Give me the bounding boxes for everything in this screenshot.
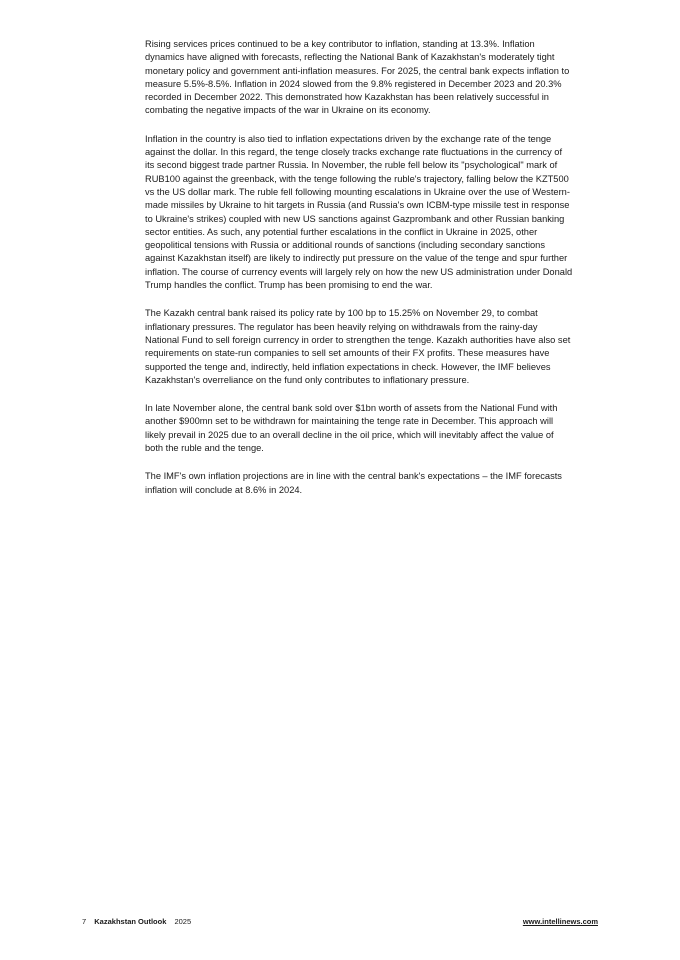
publication-title: Kazakhstan Outlook — [94, 917, 167, 926]
page-footer — [82, 917, 598, 927]
paragraph-policy-rate: The Kazakh central bank raised its policy rate by 100 bp to 15.25% on November 29, to combat inflationary pressures. The regulator has been heavily relying on withdrawals from the rainy-day National Fund to sell foreign currency in order to strengthen the tenge. Kazakh authorities have also set requirements on state-run companies to sell set amounts of their FX profits. These measures have supported the tenge and, indirectly, held inflation expectations in check. However, the IMF believes Kazakhstan's overreliance on the fund only contributes to inflationary pressure. — [145, 308, 571, 385]
paragraph-imf-projections: The IMF's own inflation projections are in line with the central bank's expectations – the IMF forecasts inflation will conclude at 8.6% in 2024. — [145, 471, 562, 495]
footer-left — [82, 917, 197, 927]
paragraph-exchange-rate: Inflation in the country is also tied to inflation expectations driven by the exchange rate of the tenge against the dollar. In this regard, the tenge closely tracks exchange rate fluctuations in the currency of its second biggest trade partner Russia. In November, the ruble fell below its "psychological" mark of RUB100 against the greenback, with the tenge following the ruble's trajectory, falling below the KZT500 vs the US dollar mark. The ruble fell following mounting escalations in Ukraine over the use of Western-made missiles by Ukraine to hit targets in Russia (and Russia's own ICBM-type missile test in response to Ukraine's strikes) coupled with new US sanctions against Gazprombank and other Russian banking sector entities. As such, any potential further escalations in the conflict in Ukraine in 2025, other geopolitical tensions with Russia or additional rounds of sanctions (including secondary sanctions against Kazakhstan itself) are likely to indirectly put pressure on the value of the tenge and spur further inflation. The course of currency events will largely rely on how the new US administration under Donald Trump handles the conflict. Trump has been promising to end the war. — [145, 133, 573, 291]
publication-year: 2025 — [174, 917, 192, 926]
page-number: 7 — [82, 917, 87, 926]
website-link[interactable]: www.intellinews.com — [522, 917, 598, 926]
paragraph-services-inflation: Rising services prices continued to be a key contributor to inflation, standing at 13.3%. Inflation dynamics have aligned with forecasts, reflecting the National Bank of Kazakhstan's moderately tight monetary policy and government anti-inflation measures. For 2025, the central bank expects inflation to measure 5.5%-8.5%. Inflation in 2024 slowed from the 9.8% registered in December 2023 and 20.3% recorded in December 2022. This demonstrated how Kazakhstan has been relatively successful in combating the negative impacts of the war in Ukraine on its economy. — [145, 39, 570, 116]
article-body — [145, 38, 573, 512]
paragraph-national-fund: In late November alone, the central bank sold over $1bn worth of assets from the National Fund with another $900mn set to be withdrawn for maintaining the tenge rate in December. This approach will likely prevail in 2025 due to an overall decline in the oil price, which will inevitably affect the value of both the ruble and the tenge. — [145, 403, 558, 454]
